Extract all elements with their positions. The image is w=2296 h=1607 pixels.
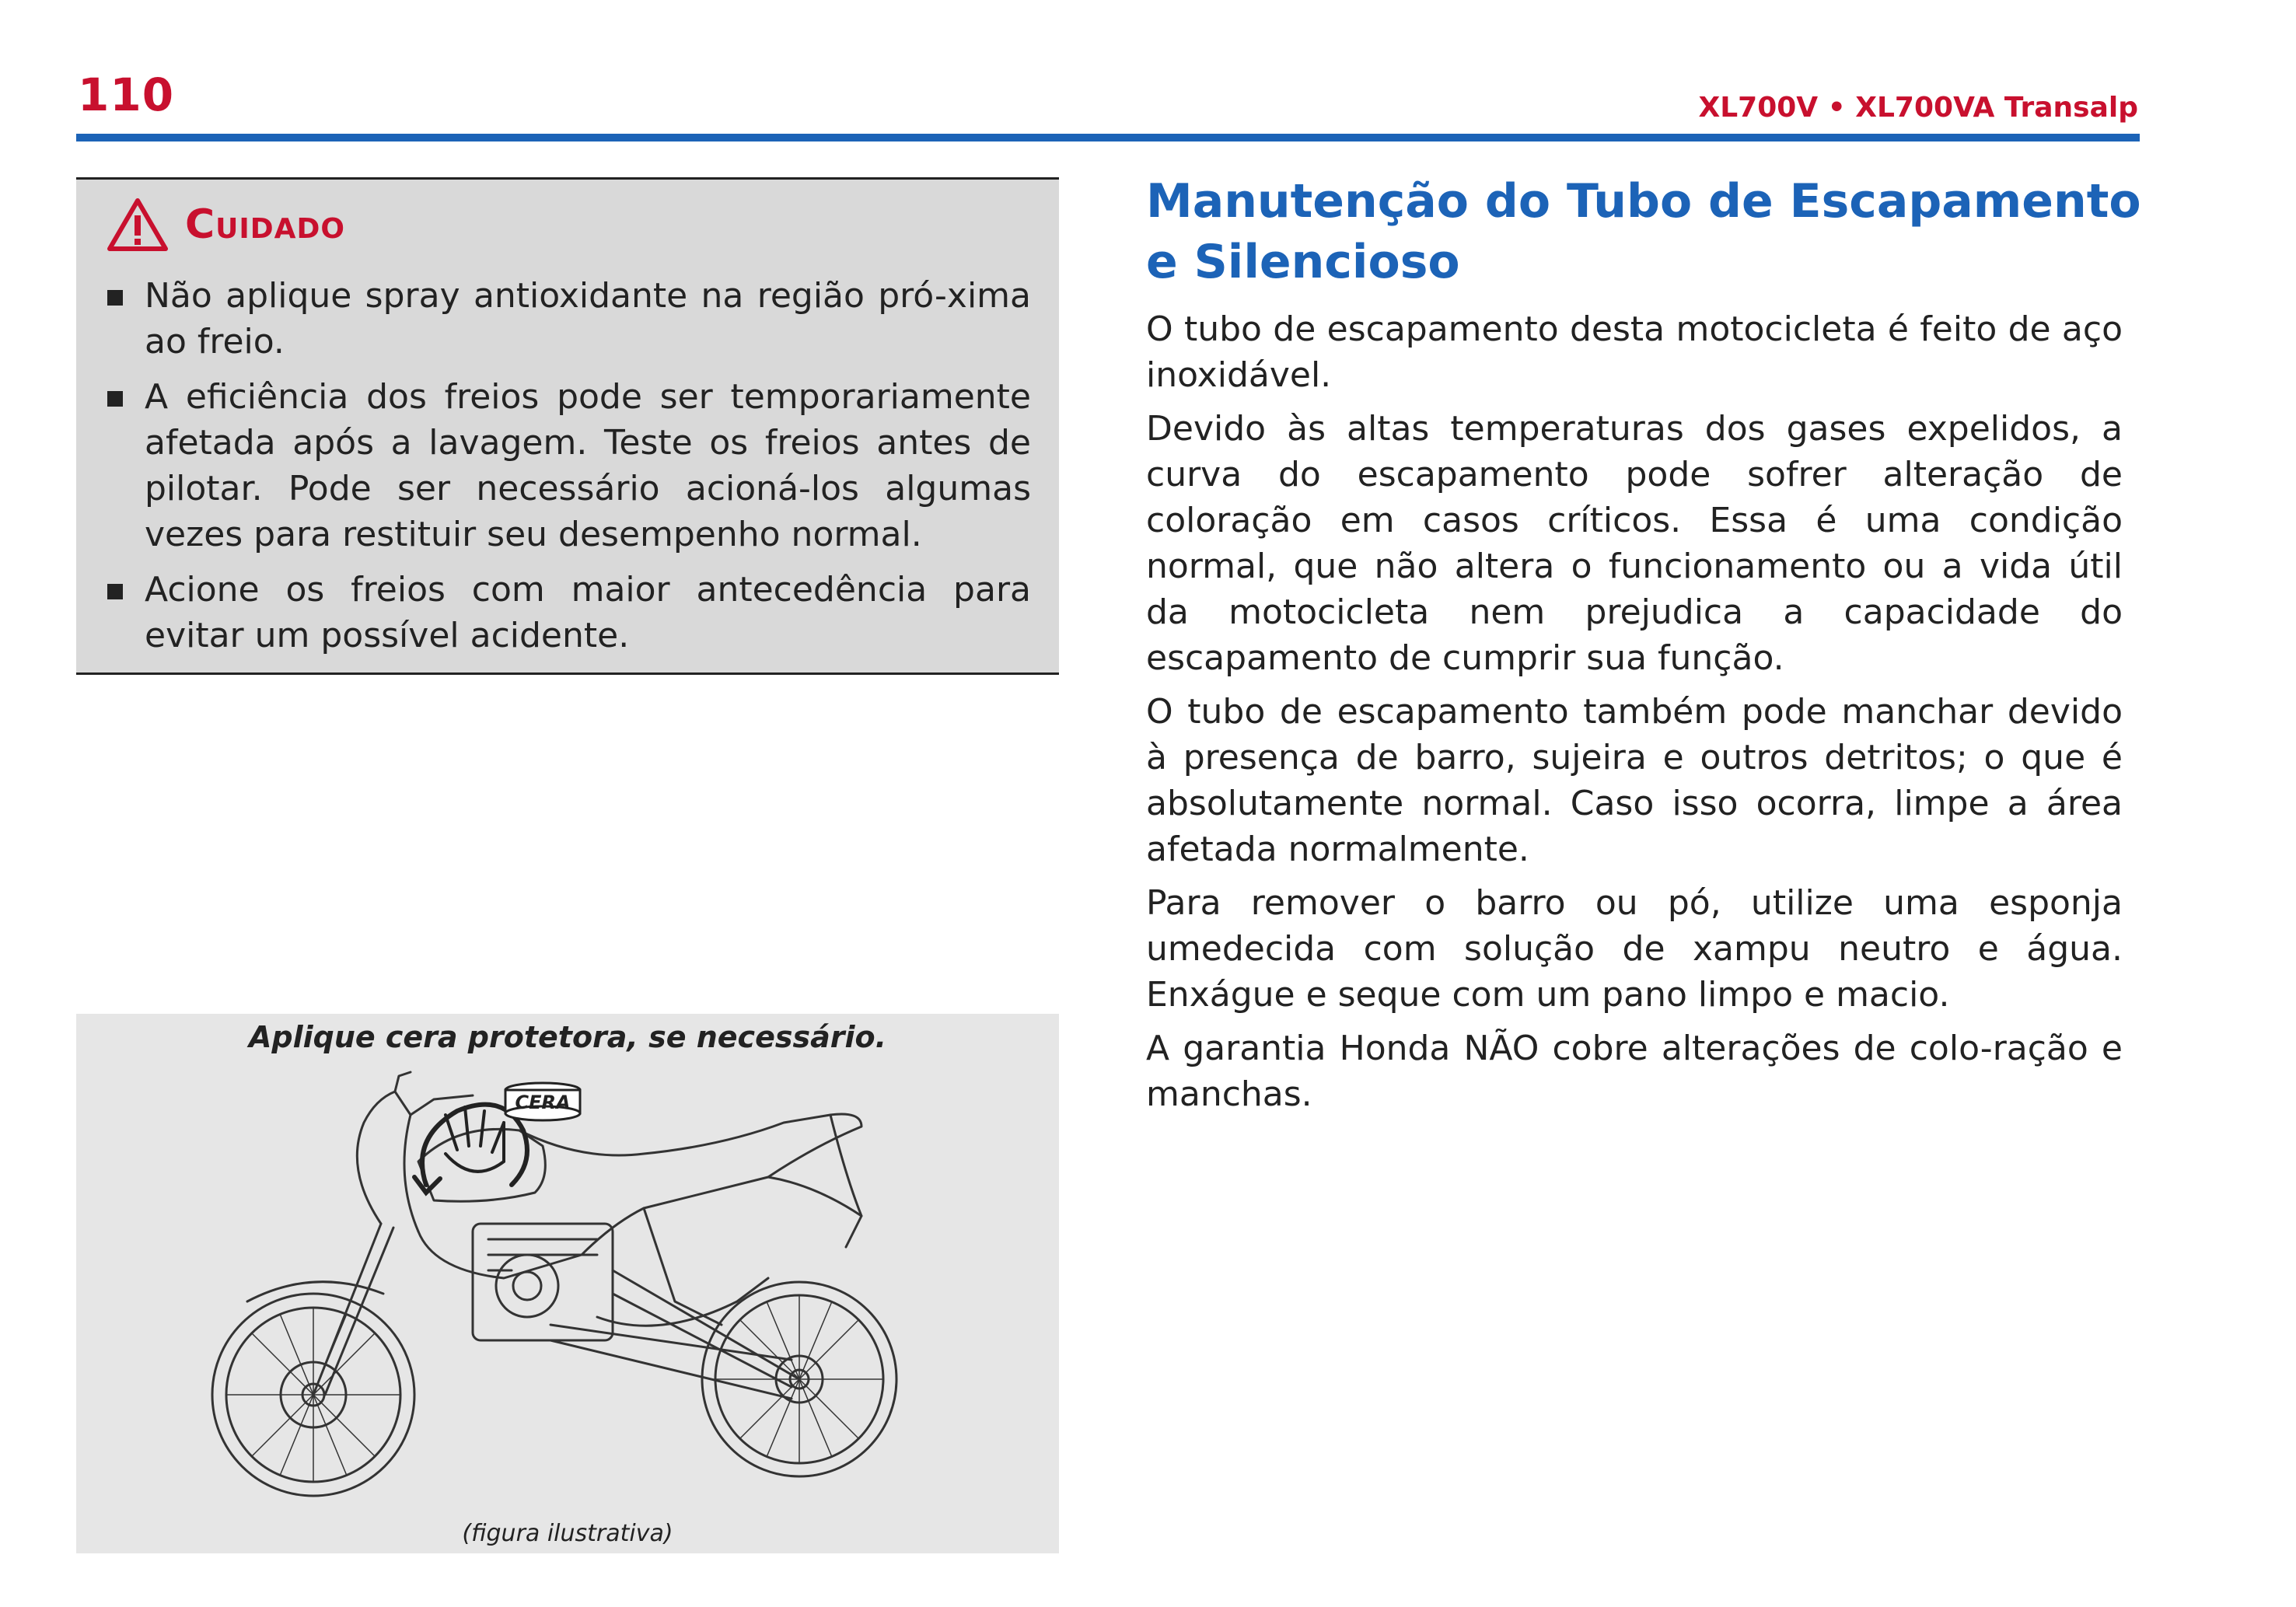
motorcycle-illustration: [177, 1068, 963, 1504]
caution-item-text: A eficiência dos freios pode ser temporariamente afetada após a lavagem. Teste os freios antes de pilotar. Pode ser necessário acioná-los algumas vezes para restituir seu desempenho normal.: [145, 377, 1031, 554]
paragraph: O tubo de escapamento desta motocicleta é feito de aço inoxidável.: [1146, 309, 2123, 395]
section-body: [1146, 306, 2123, 1125]
figure-note: (figura ilustrativa): [462, 1520, 673, 1547]
caution-item-text: Acione os freios com maior antecedência para evitar um possível acidente.: [145, 570, 1031, 655]
figure-caption: Aplique cera protetora, se necessário.: [248, 1020, 887, 1054]
model-title: XL700V • XL700VA Transalp: [1698, 92, 2138, 124]
paragraph: O tubo de escapamento também pode manchar devido à presença de barro, sujeira e outros detritos; o que é absolutamente normal. Caso isso ocorra, limpe a área afetada normalmente.: [1146, 692, 2123, 869]
paragraph: Para remover o barro ou pó, utilize uma esponja umedecida com solução de xampu neutro e água. Enxágue e seque com um pano limpo e macio.: [1146, 883, 2123, 1015]
caution-item-text: Não aplique spray antioxidante na região pró-xima ao freio.: [145, 276, 1031, 362]
caution-list: [106, 273, 1031, 668]
wax-label: CERA: [515, 1092, 571, 1113]
bullet-icon: [107, 290, 123, 306]
warning-triangle-icon: [106, 197, 169, 253]
caution-title: Cuidado: [185, 201, 346, 248]
caution-item: [106, 567, 1031, 659]
page-number: 110: [78, 68, 175, 121]
section-title: Manutenção do Tubo de Escapamento e Silencioso: [1146, 174, 2141, 289]
paragraph: A garantia Honda NÃO cobre alterações de colo-ração e manchas.: [1146, 1029, 2123, 1114]
caution-item: [106, 374, 1031, 557]
bullet-icon: [107, 584, 123, 599]
caution-item: [106, 273, 1031, 365]
header-rule: [76, 134, 2140, 141]
figure-box: [76, 1014, 1059, 1553]
caution-box: [76, 177, 1059, 675]
bullet-icon: [107, 391, 123, 407]
paragraph: Devido às altas temperaturas dos gases expelidos, a curva do escapamento pode sofrer alteração de coloração em casos críticos. Essa é uma condição normal, que não altera o funcionamento ou a vida útil da motocicleta nem prejudica a capacidade do escapamento de cumprir sua função.: [1146, 409, 2123, 678]
caution-heading: [106, 197, 345, 253]
